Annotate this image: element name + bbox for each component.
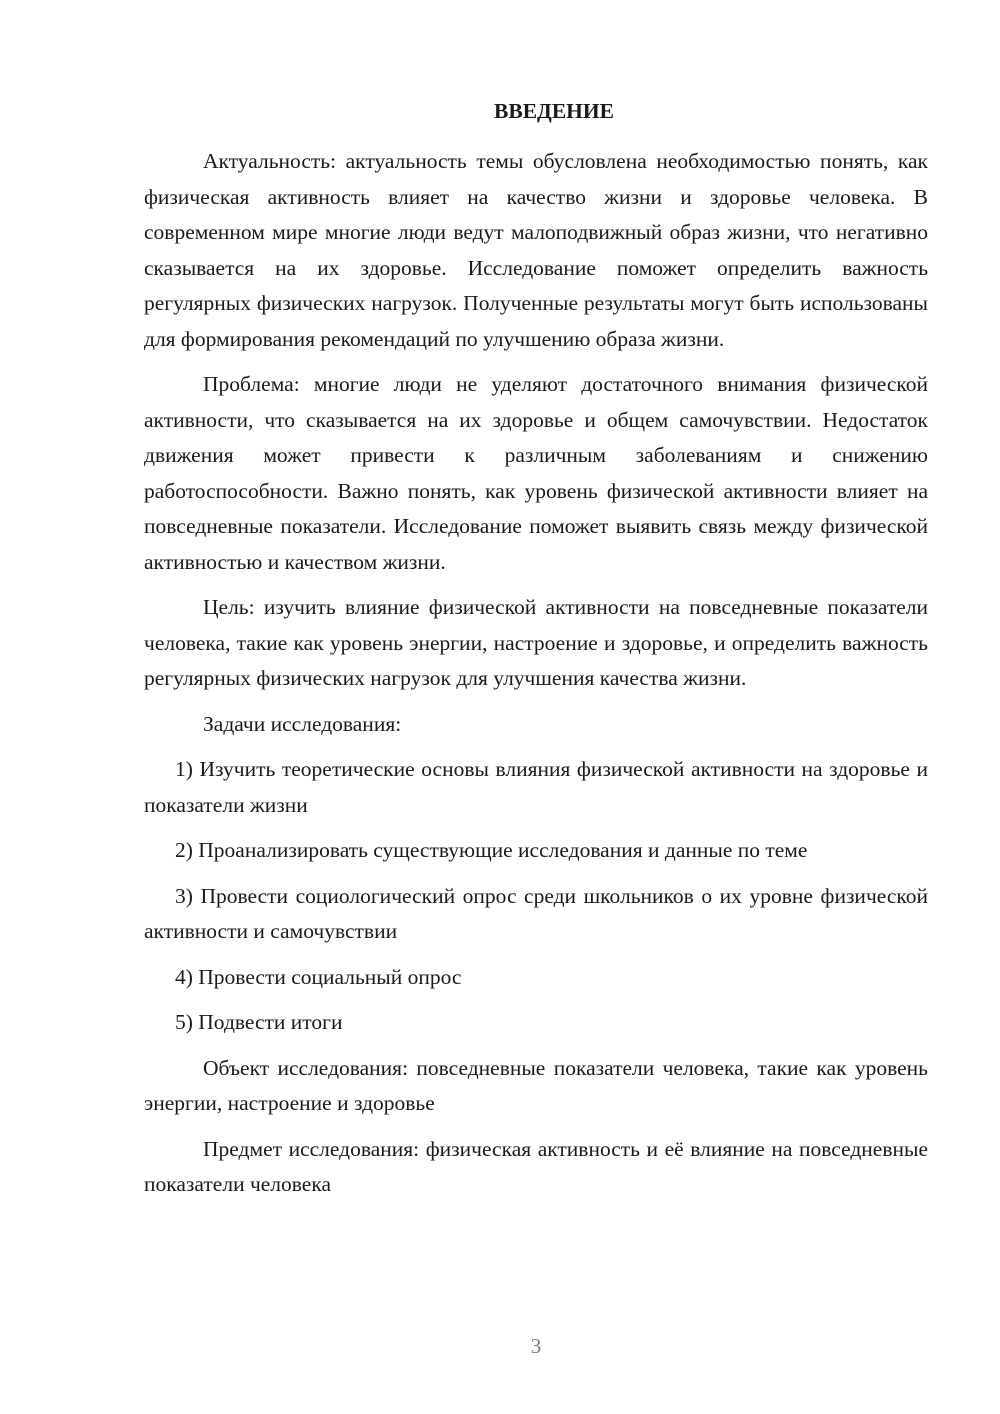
task-item-5: 5) Подвести итоги (175, 1010, 343, 1034)
paragraph-research-object: Объект исследования: повседневные показатели человека, такие как уровень энергии, настроение и здоровье (144, 1055, 928, 1115)
paragraph-goal: Цель: изучить влияние физической активности на повседневные показатели человека, такие как уровень энергии, настроение и здоровье, и определить важность регулярных физических нагрузок для улучшения качества жизни. (144, 595, 928, 690)
paragraph-relevance: Актуальность: актуальность темы обусловлена необходимостью понять, как физическая активность влияет на качество жизни и здоровье человека. В современном мире многие люди ведут малоподвижный образ жизни, что негативно сказывается на их здоровье. Исследование поможет определить важность регулярных физических нагрузок. Полученные результаты могут быть использованы для формирования рекомендаций по улучшению образа жизни. (144, 149, 928, 351)
task-item-4: 4) Провести социальный опрос (175, 964, 462, 989)
page-title: ВВЕДЕНИЕ (494, 99, 614, 123)
tasks-heading: Задачи исследования: (203, 711, 402, 736)
page-content (144, 96, 928, 1213)
task-item-3: 3) Провести социологический опрос среди школьников о их уровне физической активности и самочувствии (144, 883, 928, 943)
task-item-2: 2) Проанализировать существующие исследования и данные по теме (175, 838, 808, 862)
paragraph-research-subject: Предмет исследования: физическая активность и её влияние на повседневные показатели человека (144, 1136, 928, 1196)
paragraph-problem: Проблема: многие люди не уделяют достаточного внимания физической активности, что сказывается на их здоровье и общем самочувствии. Недостаток движения может привести к различным заболеваниям и снижению работоспособности. Важно понять, как уровень физической активности влияет на повседневные показатели. Исследование поможет выявить связь между физической активностью и качеством жизни. (144, 372, 928, 574)
task-item-1: 1) Изучить теоретические основы влияния физической активности на здоровье и показатели жизни (144, 757, 928, 817)
page-number: 3 (530, 1334, 542, 1358)
